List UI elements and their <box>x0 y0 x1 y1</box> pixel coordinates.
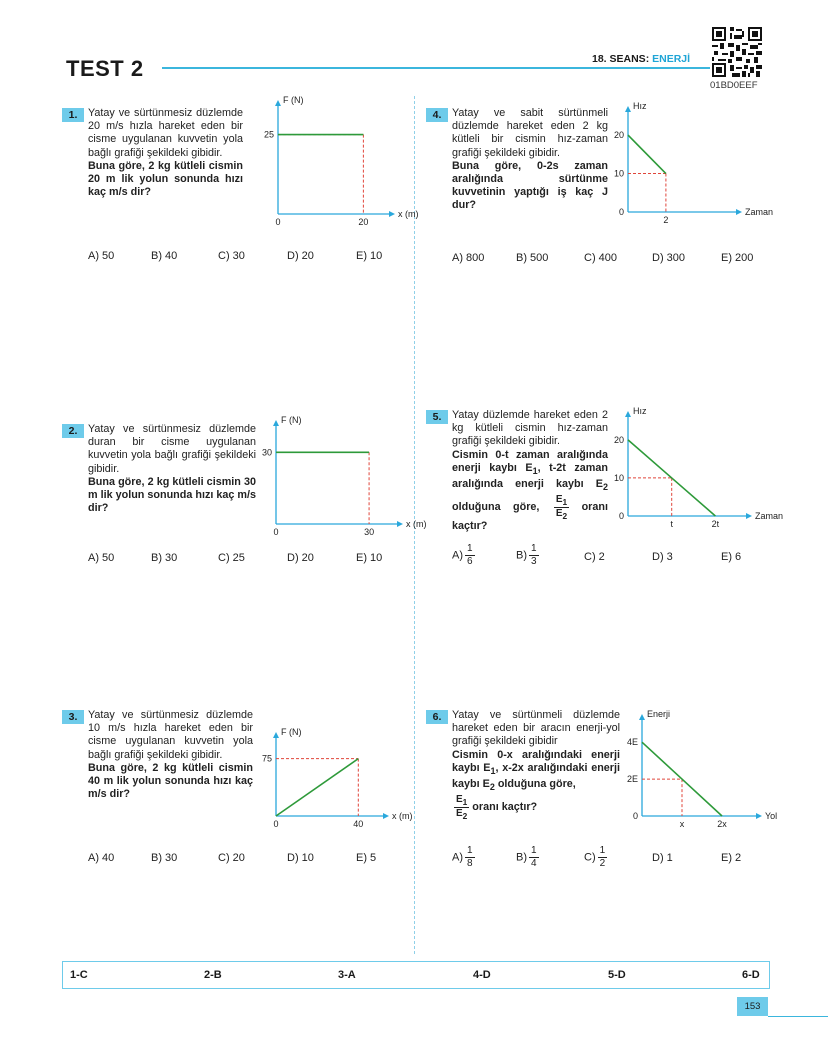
y-axis-arrow <box>273 420 279 426</box>
y-axis-label: F (N) <box>281 727 302 737</box>
y-tick-label: 10 <box>613 472 624 483</box>
y-axis-label: Hız <box>633 101 647 111</box>
x-tick-label: 2t <box>711 519 720 529</box>
y-tick-label: 20 <box>613 434 624 445</box>
y-axis-arrow <box>625 411 631 417</box>
option-e[interactable]: E) 6 <box>721 551 742 563</box>
question-1-statement: Yatay ve sürtünmesiz düzlemde 20 m/s hızla hareket eden bir cisme uygulanan kuvvetin yola bağlı grafiği şekildeki gibidir. <box>88 107 243 159</box>
question-2-prompt: Buna göre, 2 kg kütleli cismin 30 m lik yolun sonunda hızı kaç m/s dir? <box>88 475 256 515</box>
x-tick-label: t <box>670 519 673 529</box>
session-title <box>592 53 690 65</box>
x-tick-label: x <box>679 819 685 829</box>
y-tick-label: 4E <box>626 737 638 748</box>
y-tick-label: 75 <box>261 753 272 764</box>
option-c[interactable]: C) $\frac{1}{2}$ <box>584 845 606 869</box>
question-number: 1. <box>62 108 84 122</box>
question-6-prompt-a: Cismin 0-x aralığındaki enerji kaybı E <box>452 748 620 774</box>
header-divider <box>162 67 710 69</box>
x-axis-arrow <box>383 813 389 819</box>
option-e[interactable]: E) 10 <box>356 552 383 564</box>
x-axis-arrow <box>756 813 762 819</box>
y-axis-label: F (N) <box>283 95 304 105</box>
answer-key-item: 3-A <box>338 969 356 981</box>
y-tick-label: 10 <box>613 168 624 179</box>
x-axis-arrow <box>746 513 752 519</box>
qr-code[interactable] <box>712 27 762 77</box>
e2-subscript: 2 <box>602 482 608 493</box>
option-b[interactable]: B) 30 <box>151 852 178 864</box>
qr-code-label: 01BD0EEF <box>710 80 758 91</box>
y-tick-label: 0 <box>618 511 624 521</box>
question-3-text <box>88 709 253 801</box>
y-tick-label: 25 <box>263 129 274 140</box>
option-b[interactable]: B) 40 <box>151 250 178 262</box>
option-e[interactable]: E) 200 <box>721 252 754 264</box>
option-c[interactable]: C) 30 <box>218 250 245 262</box>
question-number: 6. <box>426 710 448 724</box>
x-tick-label: 40 <box>353 819 364 829</box>
question-number: 2. <box>62 424 84 438</box>
ratio-e1-e2: $\frac{E_1}{E_2}$ <box>456 793 468 821</box>
question-6-statement: Yatay ve sürtünmeli düzlemde hareket eden bir aracın enerji-yol grafiği şekildeki gibidir <box>452 709 620 748</box>
question-4-text <box>452 107 608 213</box>
option-c[interactable]: C) 25 <box>218 552 245 564</box>
option-e[interactable]: E) 10 <box>356 250 383 262</box>
x-tick-label: 2x <box>717 819 727 829</box>
question-4-graph <box>606 101 774 226</box>
question-4-statement: Yatay ve sabit sürtünmeli düzlemde hareket eden 2 kg kütleli bir cismin hız-zaman grafiği şekildeki gibidir. <box>452 107 608 159</box>
question-6-graph <box>618 706 776 828</box>
x-tick-label: 0 <box>275 217 281 227</box>
graph-line <box>628 135 666 173</box>
x-tick-label: 30 <box>364 527 375 537</box>
question-3-graph <box>258 706 413 836</box>
session-topic: ENERJİ <box>652 53 691 65</box>
option-b[interactable]: B) $\frac{1}{4}$ <box>516 845 537 869</box>
question-5-prompt-a: Cismin 0-t zaman aralığında enerji kaybı E <box>452 448 608 474</box>
option-d[interactable]: D) 300 <box>652 252 686 264</box>
question-2-graph <box>258 415 427 548</box>
question-5-statement: Yatay düzlemde hareket eden 2 kg kütleli cismin hız-zaman grafiği şekildeki gibidir. <box>452 409 608 448</box>
x-axis-label: x (m) <box>406 519 427 529</box>
option-a[interactable]: A) 50 <box>88 250 115 262</box>
question-5-prompt-c: olduğuna göre, <box>452 501 552 514</box>
x-tick-label: 0 <box>273 527 279 537</box>
qr-code-icon <box>712 27 762 77</box>
option-d[interactable]: D) 1 <box>652 852 673 864</box>
question-1-graph <box>252 95 419 232</box>
question-number: 3. <box>62 710 84 724</box>
question-6-prompt-c: olduğuna göre, <box>494 778 576 791</box>
y-tick-label: 0 <box>618 207 624 217</box>
y-axis-arrow <box>625 106 631 112</box>
option-a[interactable]: A) 800 <box>452 252 485 264</box>
option-a-fraction: $\frac{1}{8}$ <box>467 845 473 869</box>
x-axis-arrow <box>736 209 742 215</box>
answer-key-item: 6-D <box>742 969 760 981</box>
y-axis-arrow <box>275 100 281 106</box>
option-c[interactable]: C) 400 <box>584 252 618 264</box>
e1-subscript: 1 <box>532 465 538 476</box>
option-a-fraction: $\frac{1}{6}$ <box>467 543 473 567</box>
e2-subscript: 2 <box>489 782 495 793</box>
option-c[interactable]: C) 2 <box>584 551 605 563</box>
session-prefix: 18. SEANS: <box>592 53 653 65</box>
question-number: 5. <box>426 410 448 424</box>
y-axis-label: Hız <box>633 406 647 416</box>
question-5-text <box>452 409 608 533</box>
question-1-text <box>88 107 243 199</box>
option-b[interactable]: B) 30 <box>151 552 178 564</box>
y-tick-label: 2E <box>626 774 638 785</box>
x-tick-label: 20 <box>358 217 369 227</box>
e1-subscript: 1 <box>490 765 496 776</box>
x-axis-label: Zaman <box>745 207 774 217</box>
x-tick-label: 0 <box>273 819 279 829</box>
x-axis-label: Yol <box>765 811 778 821</box>
x-axis-label: x (m) <box>398 209 419 219</box>
y-axis-arrow <box>639 714 645 720</box>
answer-key-item: 5-D <box>608 969 626 981</box>
option-d[interactable]: D) 20 <box>287 250 314 262</box>
option-c-fraction: $\frac{1}{2}$ <box>599 845 606 869</box>
question-5-graph <box>606 406 784 529</box>
option-d[interactable]: D) 10 <box>287 852 314 864</box>
answer-key-item: 2-B <box>204 969 222 981</box>
y-tick-label: 30 <box>261 447 272 458</box>
y-axis-label: F (N) <box>281 415 302 425</box>
question-6-text <box>452 709 620 820</box>
page-number: 153 <box>737 997 768 1016</box>
question-5-prompt-d: oranı kaçtır? <box>452 501 608 533</box>
option-e[interactable]: E) 2 <box>721 852 742 864</box>
answer-key-item: 1-C <box>70 969 88 981</box>
question-5-prompt-b: , t-2t zaman aralığında enerji kaybı E <box>452 461 608 491</box>
option-e[interactable]: E) 5 <box>356 852 377 864</box>
option-b-fraction: $\frac{1}{3}$ <box>531 543 537 567</box>
option-a[interactable]: A) $\frac{1}{8}$ <box>452 845 473 869</box>
x-axis-arrow <box>389 211 395 217</box>
question-3-statement: Yatay ve sürtünmesiz düzlemde 10 m/s hızla hareket eden bir cisme uygulanan kuvvetin yola bağlı grafiği şekildeki gibidir. <box>88 709 253 761</box>
option-a[interactable]: A) $\frac{1}{6}$ <box>452 543 473 567</box>
question-2-statement: Yatay ve sürtünmesiz düzlemde duran bir cisme uygulanan kuvvetin yola bağlı grafiği şekildeki gibidir. <box>88 423 256 475</box>
question-6-prompt-b: , x-2x aralığındaki enerji kaybı E <box>452 761 620 791</box>
answer-key-item: 4-D <box>473 969 491 981</box>
question-1-prompt: Buna göre, 2 kg kütleli cismin 20 m lik yolun sonunda hızı kaç m/s dir? <box>88 159 243 199</box>
test-title: TEST 2 <box>66 56 144 81</box>
option-a[interactable]: A) 40 <box>88 852 115 864</box>
option-b[interactable]: B) $\frac{1}{3}$ <box>516 543 537 567</box>
question-6-prompt-d: oranı kaçtır? <box>469 801 538 814</box>
x-axis-label: x (m) <box>392 811 413 821</box>
x-axis-arrow <box>397 521 403 527</box>
question-number: 4. <box>426 108 448 122</box>
y-axis-arrow <box>273 732 279 738</box>
x-tick-label: 2 <box>663 215 669 225</box>
y-tick-label: 0 <box>632 811 638 821</box>
question-3-prompt: Buna göre, 2 kg kütleli cismin 40 m lik yolun sonunda hızı kaç m/s dir? <box>88 761 253 801</box>
question-2-text <box>88 423 256 515</box>
footer-line <box>768 1016 828 1017</box>
option-c[interactable]: C) 20 <box>218 852 245 864</box>
option-a[interactable]: A) 50 <box>88 552 115 564</box>
answer-key-box <box>62 961 770 989</box>
option-d[interactable]: D) 20 <box>287 552 314 564</box>
x-axis-label: Zaman <box>755 511 784 521</box>
option-b[interactable]: B) 500 <box>516 252 549 264</box>
y-axis-label: Enerji <box>647 709 671 719</box>
ratio-e1-e2: $\frac{E_1}{E_2}$ <box>555 493 568 521</box>
graph-line <box>276 759 358 816</box>
option-d[interactable]: D) 3 <box>652 551 673 563</box>
option-b-fraction: $\frac{1}{4}$ <box>531 845 537 869</box>
question-4-prompt: Buna göre, 0-2s zaman aralığında sürtünme kuvvetinin yaptığı iş kaç J dur? <box>452 159 608 212</box>
y-tick-label: 20 <box>613 130 624 141</box>
